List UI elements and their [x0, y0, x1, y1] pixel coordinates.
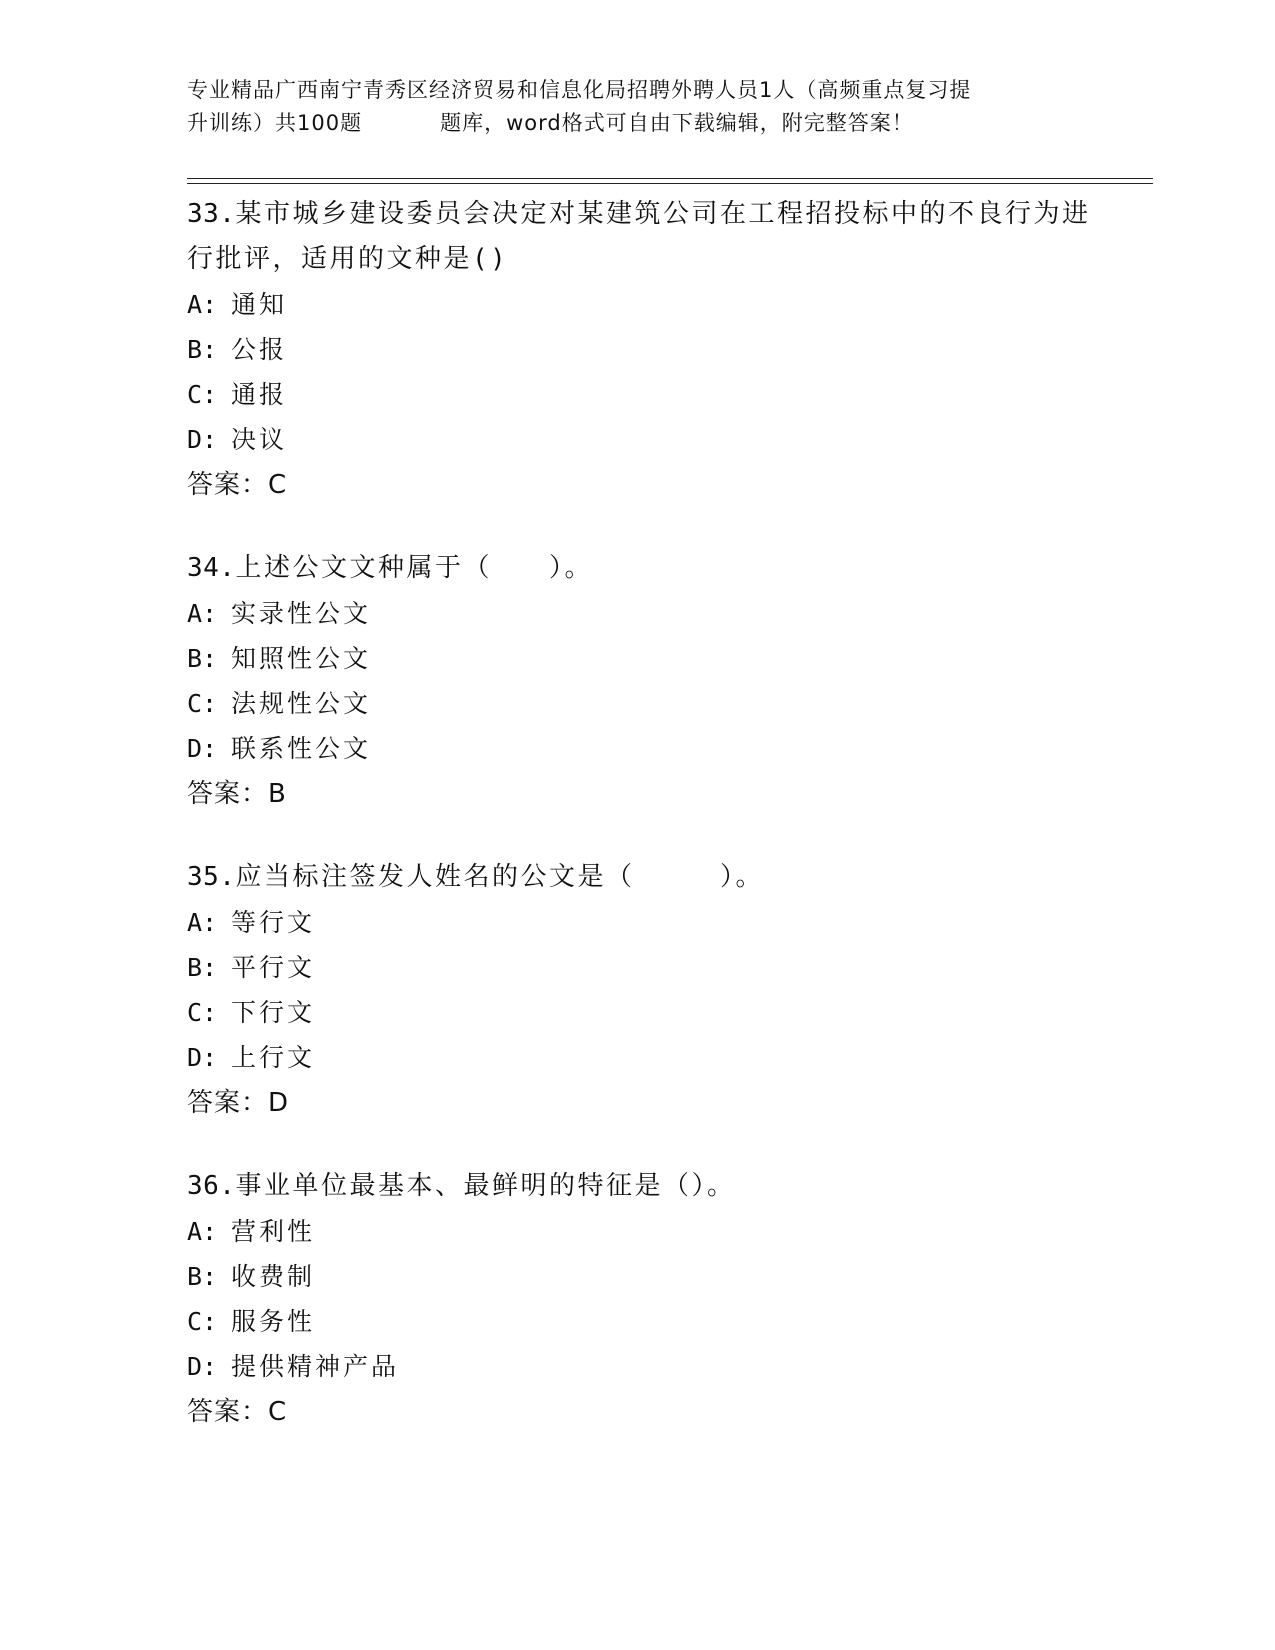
option-text: 平行文: [231, 953, 316, 982]
option-letter: A:: [187, 599, 218, 628]
question-stem: [187, 853, 1107, 900]
question-34: [187, 544, 1107, 817]
answer-line: [187, 1389, 1107, 1435]
option-text: 法规性公文: [231, 689, 372, 718]
answer-value: C: [268, 470, 288, 500]
option-letter: D:: [187, 734, 218, 763]
option-letter: C:: [187, 1307, 218, 1336]
question-stem: [187, 1162, 1107, 1209]
option-text: 决议: [231, 425, 288, 454]
option-text: 收费制: [231, 1262, 316, 1291]
question-text: 上述公文文种属于（ ）。: [235, 553, 593, 583]
answer-label: 答案：: [187, 1088, 269, 1118]
option-text: 知照性公文: [231, 644, 372, 673]
option-a: [187, 591, 1107, 636]
question-text: 应当标注签发人姓名的公文是（ ）。: [235, 862, 764, 892]
answer-value: B: [268, 779, 287, 809]
question-text: 某市城乡建设委员会决定对某建筑公司在工程招投标中的不良行为进行批评，适用的文种是(): [187, 199, 1091, 274]
option-letter: A:: [187, 290, 218, 319]
question-stem: [187, 544, 1107, 591]
answer-value: D: [268, 1088, 290, 1118]
option-a: [187, 900, 1107, 945]
question-33: [187, 190, 1107, 508]
answer-line: [187, 771, 1107, 817]
header-line-2-part-a: 升训练）共100题: [187, 111, 363, 135]
header-line-2: [187, 107, 1087, 140]
question-number: 33.: [187, 199, 236, 229]
option-text: 提供精神产品: [231, 1352, 400, 1381]
option-c: [187, 681, 1107, 726]
option-letter: C:: [187, 998, 218, 1027]
option-text: 通报: [231, 380, 288, 409]
option-d: [187, 1344, 1107, 1389]
document-header: [187, 74, 1087, 140]
option-a: [187, 1209, 1107, 1254]
option-c: [187, 990, 1107, 1035]
option-letter: A:: [187, 908, 218, 937]
option-b: [187, 636, 1107, 681]
question-36: [187, 1162, 1107, 1435]
answer-label: 答案：: [187, 779, 269, 809]
answer-line: [187, 1080, 1107, 1126]
header-line-1: 专业精品广西南宁青秀区经济贸易和信息化局招聘外聘人员1人（高频重点复习提: [187, 78, 972, 102]
header-divider-top: [187, 178, 1153, 179]
option-text: 等行文: [231, 908, 316, 937]
answer-value: C: [268, 1397, 288, 1427]
option-text: 上行文: [231, 1043, 316, 1072]
option-text: 营利性: [231, 1217, 316, 1246]
option-letter: B:: [187, 953, 218, 982]
option-letter: D:: [187, 1352, 218, 1381]
option-letter: C:: [187, 689, 218, 718]
question-stem: [187, 190, 1107, 282]
header-divider-bottom: [187, 183, 1153, 184]
option-b: [187, 945, 1107, 990]
option-text: 下行文: [231, 998, 316, 1027]
question-number: 34.: [187, 553, 236, 583]
option-c: [187, 1299, 1107, 1344]
question-list: [187, 190, 1107, 1471]
option-text: 公报: [231, 335, 288, 364]
answer-line: [187, 462, 1107, 508]
question-number: 35.: [187, 862, 236, 892]
answer-label: 答案：: [187, 470, 269, 500]
option-c: [187, 372, 1107, 417]
option-text: 联系性公文: [231, 734, 372, 763]
option-letter: D:: [187, 425, 218, 454]
option-d: [187, 726, 1107, 771]
question-35: [187, 853, 1107, 1126]
option-a: [187, 282, 1107, 327]
question-text: 事业单位最基本、最鲜明的特征是（）。: [235, 1171, 736, 1201]
option-letter: B:: [187, 335, 218, 364]
option-letter: A:: [187, 1217, 218, 1246]
option-letter: C:: [187, 380, 218, 409]
option-b: [187, 1254, 1107, 1299]
option-letter: D:: [187, 1043, 218, 1072]
question-number: 36.: [187, 1171, 236, 1201]
option-d: [187, 417, 1107, 462]
option-letter: B:: [187, 1262, 218, 1291]
header-line-2-part-b: 题库，word格式可自由下载编辑，附完整答案！: [440, 111, 914, 135]
option-text: 实录性公文: [231, 599, 372, 628]
option-d: [187, 1035, 1107, 1080]
option-text: 服务性: [231, 1307, 316, 1336]
option-b: [187, 327, 1107, 372]
answer-label: 答案：: [187, 1397, 269, 1427]
option-letter: B:: [187, 644, 218, 673]
option-text: 通知: [231, 290, 288, 319]
